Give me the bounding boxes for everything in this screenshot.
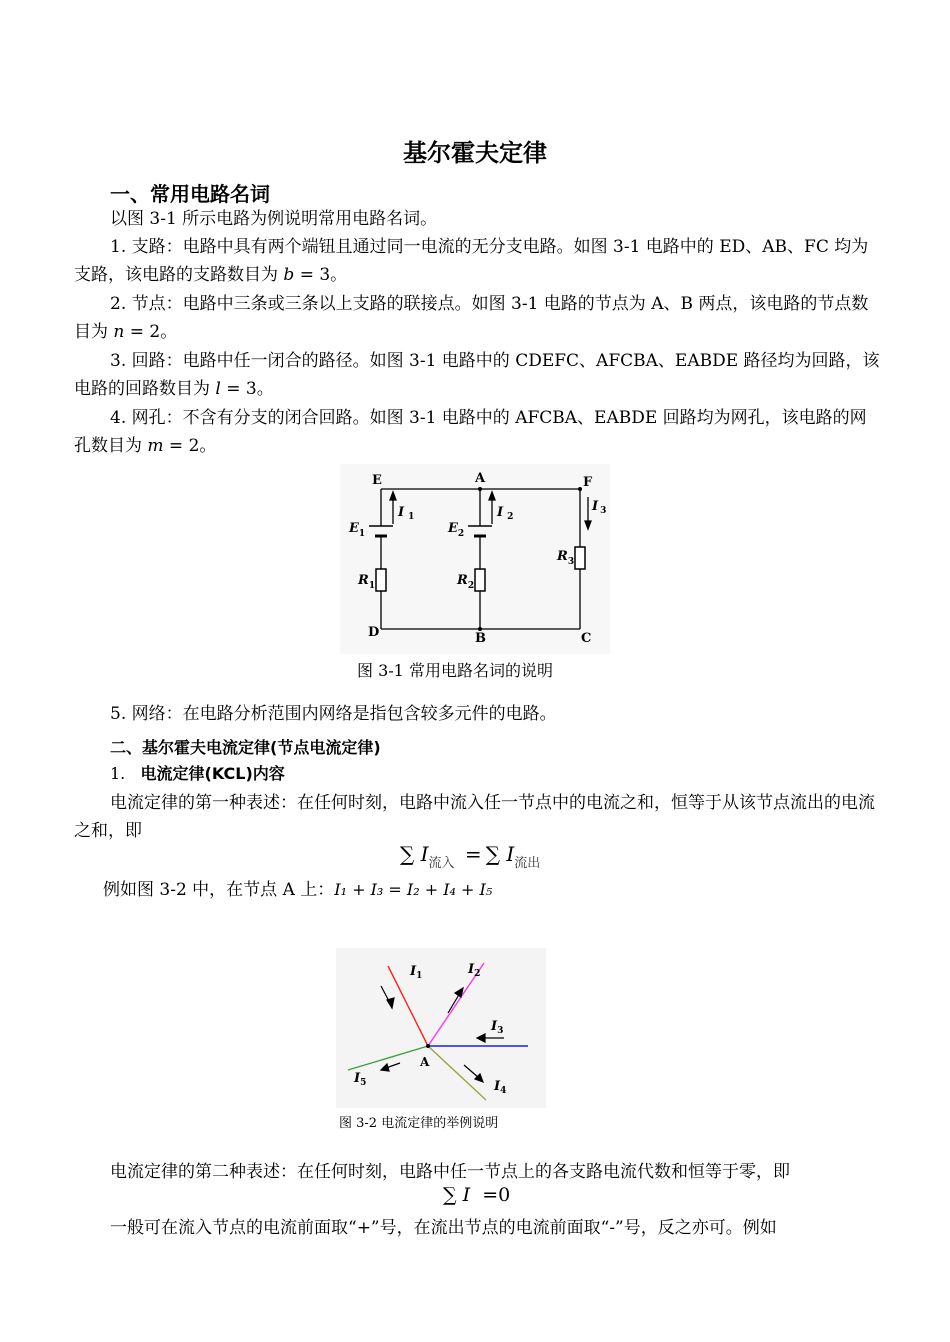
node-label-b: B [475, 631, 486, 646]
subsection-title: 电流定律(KCL)内容 [140, 764, 285, 783]
resistor-label-r2: R [457, 573, 468, 588]
item2-value: = 2。 [124, 322, 178, 342]
resistor-label-r1: R [358, 573, 369, 588]
item3-text: 3. 回路：电路中任一闭合的路径。如图 3-1 电路中的 CDEFC、AFCBA、EABDE 路径均为回路，该电路的回路数目为 [74, 351, 880, 399]
node-label-e: E [372, 473, 382, 488]
resistor-r3 [575, 547, 585, 569]
item2-var: n [113, 322, 125, 342]
formula2-rhs: =0 [482, 1184, 511, 1206]
node-label-d: D [368, 625, 380, 640]
item1-text: 1. 支路：电路中具有两个端钮且通过同一电流的无分支电路。如图 3-1 电路中的 ED、AB、FC 均为支路，该电路的支路数目为 [74, 237, 869, 285]
resistor-sub-1: 1 [368, 581, 376, 591]
item4-text: 4. 网孔：不含有分支的闭合回路。如图 3-1 电路中的 AFCBA、EABDE 回路均为网孔，该电路的网孔数目为 [74, 408, 867, 456]
node-label-c: C [581, 631, 592, 646]
source-sub-1: 1 [358, 529, 366, 539]
resistor-r2 [475, 569, 485, 591]
node-label-a: A [475, 471, 486, 486]
resistor-sub-3: 3 [567, 557, 575, 567]
item1-paragraph [74, 233, 880, 289]
subsection-kcl-heading [110, 761, 285, 784]
current-sub-1: 1 [408, 512, 415, 522]
item4-paragraph [74, 404, 880, 460]
current-sub-2: 2 [507, 512, 514, 522]
formula1-in: 流入 [428, 856, 455, 871]
kcl-formula-1: ∑ $I_{流入}$ = ∑ $I_{流出}$ [400, 842, 541, 871]
kcl-formula-2: ∑ I =0 [443, 1184, 511, 1206]
section2-heading: 二、基尔霍夫电流定律(节点电流定律) [110, 738, 381, 757]
item2-text: 2. 节点：电路中三条或三条以上支路的联接点。如图 3-1 电路的节点为 A、B 两点，该电路的节点数目为 [74, 294, 869, 342]
resistor-sub-2: 2 [467, 581, 475, 591]
current-label-i3: I [491, 1019, 498, 1034]
item1-var: b [283, 265, 295, 285]
subsection-number: 1. [110, 764, 126, 783]
current-label-i3: I [592, 499, 599, 514]
sum-symbol: ∑ [443, 1184, 457, 1206]
kcl-second-statement: 电流定律的第二种表述：在任何时刻，电路中任一节点上的各支路电流代数和恒等于零，即 [110, 1162, 790, 1182]
item3-value: = 3。 [220, 379, 274, 399]
current-label-i4: I [494, 1079, 501, 1094]
example-prefix: 例如图 3-2 中，在节点 A 上： [103, 880, 335, 900]
source-label-e2: E [448, 521, 458, 536]
sign-convention-paragraph: 一般可在流入节点的电流前面取“+”号，在流出节点的电流前面取“-”号，反之亦可。例如 [110, 1218, 777, 1238]
sum-symbol: ∑ [485, 842, 500, 866]
current-label-i1: I [410, 964, 417, 979]
current-sub-3: 3 [497, 1026, 504, 1036]
formula1-out: 流出 [514, 856, 541, 871]
source-label-e1: E [349, 521, 359, 536]
circuit-figure-3-1 [340, 464, 610, 654]
source-sub-2: 2 [457, 529, 465, 539]
section1-heading: 一、常用电路名词 [110, 182, 270, 206]
current-label-i2: I [468, 962, 475, 977]
current-sub-2: 2 [474, 969, 481, 979]
kcl-first-statement: 电流定律的第一种表述：在任何时刻，电路中流入任一节点中的电流之和，恒等于从该节点流出的电流之和，即 [74, 793, 875, 841]
item3-paragraph [74, 347, 880, 403]
figure-3-2-caption: 图 3-2 电流定律的举例说明 [339, 1116, 499, 1131]
item3-var: l [215, 379, 221, 399]
sum-symbol: ∑ [400, 842, 415, 866]
current-label-i5: I [354, 1071, 361, 1086]
current-label-i2: I [497, 505, 504, 520]
figure-3-1-caption: 图 3-1 常用电路名词的说明 [357, 661, 553, 680]
example-equation: I₁ + I₃ = I₂ + I₄ + I₅ [334, 880, 493, 899]
item4-var: m [147, 436, 164, 456]
section1-intro: 以图 3-1 所示电路为例说明常用电路名词。 [110, 209, 438, 229]
current-label-i1: I [398, 505, 405, 520]
resistor-label-r3: R [557, 549, 568, 564]
node-label-a: A [420, 1055, 430, 1069]
current-sub-3: 3 [600, 506, 607, 516]
node-label-f: F [583, 475, 593, 490]
item5-paragraph: 5. 网络：在电路分析范围内网络是指包含较多元件的电路。 [110, 704, 557, 724]
node-figure-3-2 [336, 948, 546, 1108]
page-title: 基尔霍夫定律 [403, 139, 547, 167]
item2-paragraph [74, 290, 880, 346]
kcl-example [103, 876, 883, 904]
resistor-r1 [376, 569, 386, 591]
current-sub-5: 5 [360, 1078, 367, 1088]
current-sub-4: 4 [500, 1086, 507, 1096]
item1-value: = 3。 [294, 265, 348, 285]
current-sub-1: 1 [416, 971, 423, 981]
item4-value: = 2。 [163, 436, 217, 456]
